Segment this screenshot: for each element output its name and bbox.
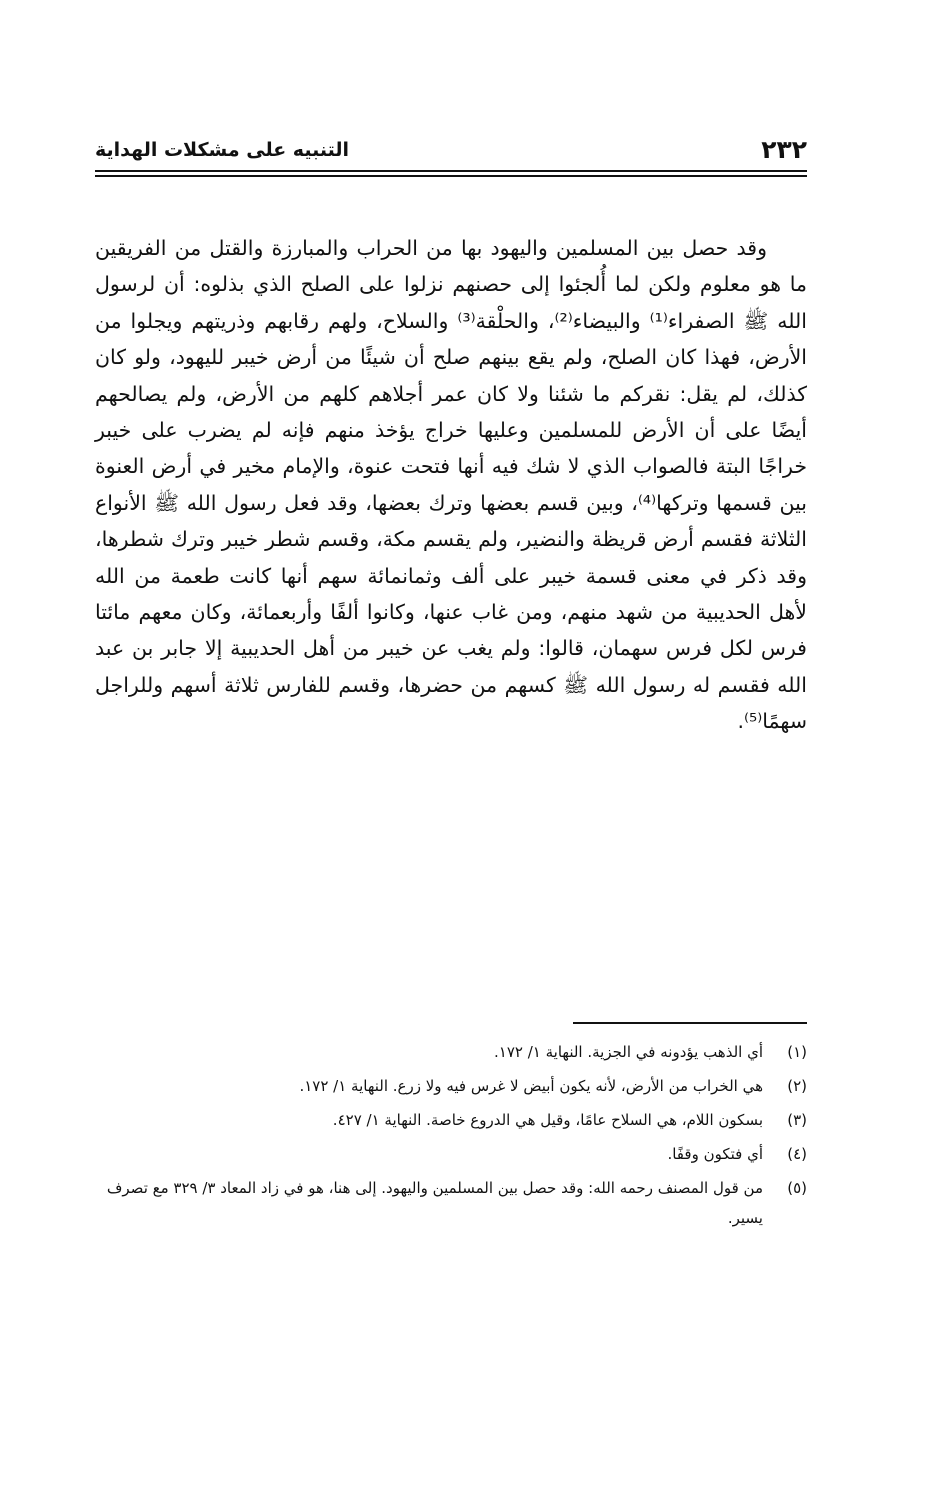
footnote-text: أي الذهب يؤدونه في الجزية. النهاية ١/ ١٧٢. xyxy=(494,1043,763,1061)
body-paragraph: وقد حصل بين المسلمين واليهود بها من الحراب والمبارزة والقتل من الفريقين ما هو معلوم ولكن لما أُلجئوا إلى حصنهم نزلوا على الصلح الذي بذلوه: أن لرسول الله ﷺ الصفراء⁽¹⁾ والبيضاء⁽²⁾، والحلْقة⁽³⁾ والسلاح، ولهم رقابهم وذريتهم ويجلوا من الأرض، فهذا كان الصلح، ولم يقع بينهم صلح أن شيئًا من أرض خيبر لليهود، ولو كان كذلك، لم يقل: نقركم ما شئنا ولا كان عمر أجلاهم كلهم من الأرض، ولم يصالحهم أيضًا على أن الأرض للمسلمين وعليها خراج يؤخذ منهم فإنه لم يضرب على خيبر خراجًا البتة فالصواب الذي لا شك فيه أنها فتحت عنوة، والإمام مخير في أرض العنوة بين قسمها وتركها⁽⁴⁾، وبين قسم بعضها وترك بعضها، وقد فعل رسول الله ﷺ الأنواع الثلاثة فقسم أرض قريظة والنضير، ولم يقسم مكة، وقسم شطر خيبر وترك شطرها، وقد ذكر في معنى قسمة خيبر على ألف وثمانمائة سهم أنها كانت طعمة من الله لأهل الحديبية من شهد منهم، ومن غاب عنها، وكانوا ألفًا وأربعمائة، وكان معهم مائتا فرس لكل فرس سهمان، قالوا: ولم يغب عن خيبر من أهل الحديبية إلا جابر بن عبد الله فقسم له رسول الله ﷺ كسهم من حضرها، وقسم للفارس ثلاثة أسهم وللراجل سهمًا⁽⁵⁾. xyxy=(95,236,807,734)
footnote-number: (٥) xyxy=(787,1179,807,1197)
footnote-text: أي فتكون وقفًا. xyxy=(667,1145,763,1163)
footnote-number: (٣) xyxy=(787,1111,807,1129)
footnote-item xyxy=(95,1105,807,1135)
footnote-item xyxy=(95,1173,807,1233)
footnote-number: (٤) xyxy=(787,1145,807,1163)
footnote-item xyxy=(95,1037,807,1067)
header-divider-thin xyxy=(95,170,807,172)
footnote-text: هي الخراب من الأرض، لأنه يكون أبيض لا غرس فيه ولا زرع. النهاية ١/ ١٧٢. xyxy=(299,1077,763,1095)
header-divider-thick xyxy=(95,175,807,177)
footnote-text: بسكون اللام، هي السلاح عامًا، وقيل هي الدروع خاصة. النهاية ١/ ٤٢٧. xyxy=(332,1111,763,1129)
footnote-text: من قول المصنف رحمه الله: وقد حصل بين المسلمين واليهود. إلى هنا، هو في زاد المعاد ٣/ ٣٢٩ مع تصرف يسير. xyxy=(106,1179,763,1227)
footnotes-list xyxy=(95,1037,807,1237)
running-title: التنبيه على مشكلات الهداية xyxy=(95,139,349,161)
footnote-divider xyxy=(573,1022,807,1024)
page-number: ٢٣٢ xyxy=(761,135,807,164)
footnote-number: (١) xyxy=(787,1043,807,1061)
footnote-number: (٢) xyxy=(787,1077,807,1095)
footnote-item xyxy=(95,1139,807,1169)
footnote-item xyxy=(95,1071,807,1101)
page-header xyxy=(95,133,807,171)
main-text xyxy=(95,230,807,740)
